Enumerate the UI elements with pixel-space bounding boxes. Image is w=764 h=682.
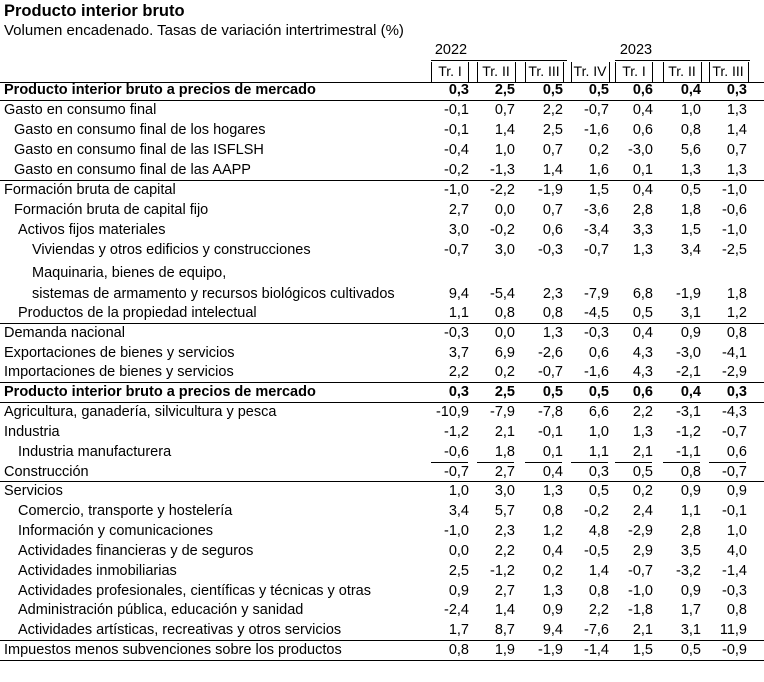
value-cell: -0,7 — [722, 464, 747, 480]
value-cell: 1,7 — [448, 622, 469, 638]
value-cell: 0,4 — [632, 102, 653, 118]
value-cell: -1,2 — [444, 424, 469, 440]
value-cell: 6,6 — [588, 404, 609, 420]
value-cell: 0,3 — [726, 82, 747, 98]
row-label: Actividades profesionales, científicas y técnicas y otras — [18, 583, 371, 599]
value-cell: 11,9 — [719, 622, 747, 638]
value-cell: 0,2 — [542, 563, 563, 579]
value-cell: 0,4 — [632, 182, 653, 198]
value-cell: 0,6 — [726, 444, 747, 460]
value-cell: -7,6 — [584, 622, 609, 638]
table-row — [0, 200, 764, 220]
value-cell: -0,7 — [584, 102, 609, 118]
value-cell: 0,8 — [542, 305, 563, 321]
value-cell: 2,1 — [632, 444, 653, 460]
row-label: Información y comunicaciones — [18, 523, 214, 539]
value-cell: 0,2 — [588, 142, 609, 158]
table-row — [0, 160, 764, 180]
table-row — [0, 581, 764, 601]
row-label: Industria manufacturera — [18, 444, 172, 460]
value-cell: 1,3 — [542, 483, 563, 499]
value-cell: -0,2 — [444, 162, 469, 178]
value-cell: 1,4 — [726, 122, 747, 138]
value-cell: 1,0 — [588, 424, 609, 440]
value-cell: 3,5 — [680, 543, 701, 559]
value-cell: -2,5 — [722, 242, 747, 258]
table-row — [0, 481, 764, 501]
value-cell: 0,7 — [726, 142, 747, 158]
value-cell: 4,3 — [632, 364, 653, 380]
value-cell: -3,2 — [676, 563, 701, 579]
table-subtitle: Volumen encadenado. Tasas de variación intertrimestral (%) — [4, 22, 404, 39]
year-header-2023: 2023 — [619, 42, 653, 58]
value-cell: 2,3 — [542, 286, 563, 302]
quarter-header: Tr. II — [668, 63, 696, 79]
value-cell: 2,8 — [680, 523, 701, 539]
table-row — [0, 140, 764, 160]
value-cell: 0,3 — [448, 384, 469, 400]
value-cell: 0,8 — [726, 325, 747, 341]
value-cell: 0,6 — [588, 345, 609, 361]
value-cell: -0,5 — [584, 543, 609, 559]
value-cell: 0,3 — [588, 464, 609, 480]
value-cell: 0,5 — [632, 305, 653, 321]
value-cell: -1,6 — [584, 364, 609, 380]
row-label: Comercio, transporte y hostelería — [18, 503, 233, 519]
value-cell: 2,5 — [542, 122, 563, 138]
row-label: Importaciones de bienes y servicios — [4, 364, 234, 380]
value-cell: -0,1 — [444, 102, 469, 118]
value-cell: 0,5 — [588, 483, 609, 499]
value-cell: -1,2 — [676, 424, 701, 440]
row-label: Actividades inmobiliarias — [18, 563, 177, 579]
value-cell: 1,8 — [680, 202, 701, 218]
value-cell: -0,9 — [722, 642, 747, 658]
value-cell: -2,2 — [490, 182, 515, 198]
value-cell: 1,2 — [542, 523, 563, 539]
table-row — [0, 422, 764, 442]
value-cell: 1,5 — [588, 182, 609, 198]
value-cell: -2,6 — [538, 345, 563, 361]
value-cell: -0,6 — [444, 444, 469, 460]
row-label: Demanda nacional — [4, 325, 125, 341]
value-cell: 0,2 — [494, 364, 515, 380]
value-cell: 0,9 — [448, 583, 469, 599]
value-cell: -1,8 — [628, 602, 653, 618]
value-cell: 0,5 — [588, 82, 609, 98]
quarter-header: Tr. I — [438, 63, 462, 79]
value-cell: -7,9 — [490, 404, 515, 420]
value-cell: 3,1 — [680, 622, 701, 638]
value-cell: -2,4 — [444, 602, 469, 618]
value-cell: 0,3 — [448, 82, 469, 98]
row-label: Servicios — [4, 483, 63, 499]
value-cell: 1,8 — [494, 444, 515, 460]
value-cell: -1,9 — [676, 286, 701, 302]
value-cell: -3,6 — [584, 202, 609, 218]
value-cell: 0,5 — [680, 182, 701, 198]
value-cell: -1,1 — [676, 444, 701, 460]
value-cell: 2,2 — [448, 364, 469, 380]
value-cell: -7,9 — [584, 286, 609, 302]
value-cell: 0,4 — [680, 384, 701, 400]
value-cell: 2,2 — [588, 602, 609, 618]
quarter-header: Tr. I — [622, 63, 646, 79]
table-row — [0, 303, 764, 323]
value-cell: 3,4 — [680, 242, 701, 258]
value-cell: 3,3 — [632, 222, 653, 238]
table-title: Producto interior bruto — [4, 2, 185, 20]
value-cell: 2,8 — [632, 202, 653, 218]
value-cell: 1,3 — [632, 242, 653, 258]
value-cell: 2,5 — [448, 563, 469, 579]
value-cell: 0,1 — [542, 444, 563, 460]
value-cell: 1,0 — [680, 102, 701, 118]
quarter-header: Tr. II — [482, 63, 510, 79]
value-cell: 1,3 — [542, 325, 563, 341]
value-cell: 1,3 — [726, 162, 747, 178]
table-row — [0, 600, 764, 620]
value-cell: -0,1 — [722, 503, 747, 519]
value-cell: -0,2 — [490, 222, 515, 238]
value-cell: 3,0 — [448, 222, 469, 238]
value-cell: -3,1 — [676, 404, 701, 420]
value-cell: 1,4 — [494, 122, 515, 138]
value-cell: 0,9 — [680, 325, 701, 341]
value-cell: -1,0 — [628, 583, 653, 599]
value-cell: -1,3 — [490, 162, 515, 178]
value-cell: 0,5 — [588, 384, 609, 400]
row-label: sistemas de armamento y recursos biológicos cultivados — [32, 286, 395, 302]
value-cell: 1,4 — [494, 602, 515, 618]
row-label: Viviendas y otros edificios y construcciones — [32, 242, 311, 258]
value-cell: 1,3 — [542, 583, 563, 599]
value-cell: -0,3 — [722, 583, 747, 599]
value-cell: -1,9 — [538, 182, 563, 198]
value-cell: 0,1 — [632, 162, 653, 178]
value-cell: 0,6 — [632, 82, 653, 98]
row-label: Administración pública, educación y sanidad — [18, 602, 304, 618]
table-row — [0, 220, 764, 240]
row-label: Construcción — [4, 464, 89, 480]
value-cell: -1,0 — [722, 222, 747, 238]
value-cell: 0,3 — [726, 384, 747, 400]
value-cell: 2,7 — [448, 202, 469, 218]
value-cell: -7,8 — [538, 404, 563, 420]
value-cell: -0,7 — [628, 563, 653, 579]
value-cell: -10,9 — [435, 404, 469, 420]
value-cell: -0,7 — [444, 464, 469, 480]
value-cell: -0,3 — [444, 325, 469, 341]
value-cell: -0,7 — [584, 242, 609, 258]
value-cell: 5,7 — [494, 503, 515, 519]
value-cell: -0,3 — [538, 242, 563, 258]
value-cell: 1,9 — [494, 642, 515, 658]
value-cell: 2,7 — [494, 583, 515, 599]
value-cell: -4,1 — [722, 345, 747, 361]
row-label: Agricultura, ganadería, silvicultura y pesca — [4, 404, 277, 420]
row-label: Actividades artísticas, recreativas y otros servicios — [18, 622, 342, 638]
value-cell: 2,9 — [632, 543, 653, 559]
value-cell: 1,8 — [726, 286, 747, 302]
value-cell: 2,2 — [494, 543, 515, 559]
row-label: Exportaciones de bienes y servicios — [4, 345, 235, 361]
quarter-header: Tr. IV — [573, 63, 607, 79]
value-cell: 0,0 — [494, 325, 515, 341]
table-row — [0, 501, 764, 521]
value-cell: -0,6 — [722, 202, 747, 218]
value-cell: -1,6 — [584, 122, 609, 138]
table-row — [0, 382, 764, 402]
value-cell: 9,4 — [542, 622, 563, 638]
value-cell: 1,3 — [632, 424, 653, 440]
value-cell: 4,3 — [632, 345, 653, 361]
value-cell: -0,4 — [444, 142, 469, 158]
value-cell: 1,6 — [588, 162, 609, 178]
value-cell: 2,7 — [494, 464, 515, 480]
row-separator — [0, 660, 764, 661]
table-row — [0, 620, 764, 640]
table-row — [0, 323, 764, 343]
value-cell: -3,0 — [628, 142, 653, 158]
value-cell: 0,4 — [542, 464, 563, 480]
value-cell: 0,0 — [448, 543, 469, 559]
row-label: Producto interior bruto a precios de mercado — [4, 384, 316, 400]
value-cell: 2,5 — [494, 82, 515, 98]
value-cell: 1,1 — [448, 305, 469, 321]
table-row — [0, 442, 764, 462]
value-cell: 0,8 — [680, 122, 701, 138]
value-cell: 0,7 — [542, 202, 563, 218]
row-label: Activos fijos materiales — [18, 222, 166, 238]
value-cell: 4,0 — [726, 543, 747, 559]
value-cell: 1,2 — [726, 305, 747, 321]
table-row — [0, 120, 764, 140]
table-row — [0, 100, 764, 120]
value-cell: -0,7 — [444, 242, 469, 258]
row-label: Gasto en consumo final de los hogares — [14, 122, 266, 138]
row-label: Impuestos menos subvenciones sobre los productos — [4, 642, 342, 658]
value-cell: -1,0 — [444, 182, 469, 198]
value-cell: 3,0 — [494, 483, 515, 499]
value-cell: 0,9 — [680, 483, 701, 499]
value-cell: 0,5 — [632, 464, 653, 480]
value-cell: -2,9 — [628, 523, 653, 539]
value-cell: 1,4 — [542, 162, 563, 178]
value-cell: 1,3 — [726, 102, 747, 118]
value-cell: -4,3 — [722, 404, 747, 420]
year-header-2022: 2022 — [434, 42, 468, 58]
value-cell: 0,5 — [680, 642, 701, 658]
value-cell: 1,0 — [726, 523, 747, 539]
value-cell: 0,9 — [542, 602, 563, 618]
value-cell: 1,0 — [494, 142, 515, 158]
value-cell: -0,2 — [584, 503, 609, 519]
row-label: Gasto en consumo final de las AAPP — [14, 162, 251, 178]
value-cell: 1,0 — [448, 483, 469, 499]
value-cell: 1,3 — [680, 162, 701, 178]
table-row — [0, 343, 764, 363]
year-underline-2023 — [615, 60, 750, 61]
row-label: Productos de la propiedad intelectual — [18, 305, 257, 321]
value-cell: 0,6 — [632, 122, 653, 138]
value-cell: 0,8 — [680, 464, 701, 480]
quarter-header: Tr. III — [712, 63, 744, 79]
value-cell: 0,0 — [494, 202, 515, 218]
value-cell: 9,4 — [448, 286, 469, 302]
value-cell: -0,7 — [538, 364, 563, 380]
value-cell: 2,5 — [494, 384, 515, 400]
value-cell: 0,8 — [542, 503, 563, 519]
value-cell: 2,2 — [632, 404, 653, 420]
table-row — [0, 284, 764, 304]
table-row — [0, 402, 764, 422]
value-cell: 0,8 — [588, 583, 609, 599]
value-cell: -1,4 — [584, 642, 609, 658]
value-cell: -1,2 — [490, 563, 515, 579]
value-cell: 0,4 — [542, 543, 563, 559]
value-cell: -1,9 — [538, 642, 563, 658]
value-cell: -3,0 — [676, 345, 701, 361]
table-row — [0, 180, 764, 200]
value-cell: 0,9 — [680, 583, 701, 599]
value-cell: 0,4 — [680, 82, 701, 98]
value-cell: 0,8 — [448, 642, 469, 658]
value-cell: 1,1 — [680, 503, 701, 519]
value-cell: 0,4 — [632, 325, 653, 341]
row-label: Gasto en consumo final de las ISFLSH — [14, 142, 264, 158]
value-cell: 0,7 — [494, 102, 515, 118]
value-cell: -1,0 — [444, 523, 469, 539]
value-cell: 0,6 — [632, 384, 653, 400]
value-cell: -0,1 — [538, 424, 563, 440]
value-cell: 3,0 — [494, 242, 515, 258]
value-cell: 0,8 — [494, 305, 515, 321]
value-cell: 1,4 — [588, 563, 609, 579]
table-row — [0, 541, 764, 561]
value-cell: 0,8 — [726, 602, 747, 618]
value-cell: -1,0 — [722, 182, 747, 198]
year-underline-2022 — [431, 60, 567, 61]
value-cell: -3,4 — [584, 222, 609, 238]
value-cell: 6,8 — [632, 286, 653, 302]
value-cell: 0,9 — [726, 483, 747, 499]
value-cell: -4,5 — [584, 305, 609, 321]
value-cell: 8,7 — [494, 622, 515, 638]
table-row — [0, 462, 764, 482]
value-cell: -0,7 — [722, 424, 747, 440]
value-cell: 2,3 — [494, 523, 515, 539]
value-cell: 3,1 — [680, 305, 701, 321]
value-cell: 3,7 — [448, 345, 469, 361]
value-cell: 2,4 — [632, 503, 653, 519]
value-cell: -2,9 — [722, 364, 747, 380]
value-cell: 1,5 — [632, 642, 653, 658]
value-cell: 0,5 — [542, 384, 563, 400]
value-cell: -2,1 — [676, 364, 701, 380]
value-cell: 3,4 — [448, 503, 469, 519]
value-cell: -0,3 — [584, 325, 609, 341]
value-cell: 0,6 — [542, 222, 563, 238]
table-row — [0, 263, 764, 283]
table-row — [0, 561, 764, 581]
value-cell: 5,6 — [680, 142, 701, 158]
value-cell: 2,1 — [632, 622, 653, 638]
table-row — [0, 640, 764, 660]
table-row — [0, 362, 764, 382]
value-cell: 0,7 — [542, 142, 563, 158]
value-cell: -1,4 — [722, 563, 747, 579]
row-label: Actividades financieras y de seguros — [18, 543, 254, 559]
value-cell: 6,9 — [494, 345, 515, 361]
value-cell: 4,8 — [588, 523, 609, 539]
value-cell: -0,1 — [444, 122, 469, 138]
value-cell: 0,2 — [632, 483, 653, 499]
row-label: Producto interior bruto a precios de mercado — [4, 82, 316, 98]
quarter-header: Tr. III — [528, 63, 560, 79]
value-cell: 1,1 — [588, 444, 609, 460]
value-cell: 2,2 — [542, 102, 563, 118]
value-cell: 1,7 — [680, 602, 701, 618]
value-cell: -5,4 — [490, 286, 515, 302]
row-label: Industria — [4, 424, 60, 440]
row-label: Gasto en consumo final — [4, 102, 157, 118]
value-cell: 2,1 — [494, 424, 515, 440]
value-cell: 0,5 — [542, 82, 563, 98]
value-cell: 1,5 — [680, 222, 701, 238]
row-label: Formación bruta de capital — [4, 182, 176, 198]
table-row — [0, 521, 764, 541]
row-label: Maquinaria, bienes de equipo, — [32, 265, 227, 281]
table-row — [0, 240, 764, 260]
row-label: Formación bruta de capital fijo — [14, 202, 209, 218]
table-row — [0, 80, 764, 100]
